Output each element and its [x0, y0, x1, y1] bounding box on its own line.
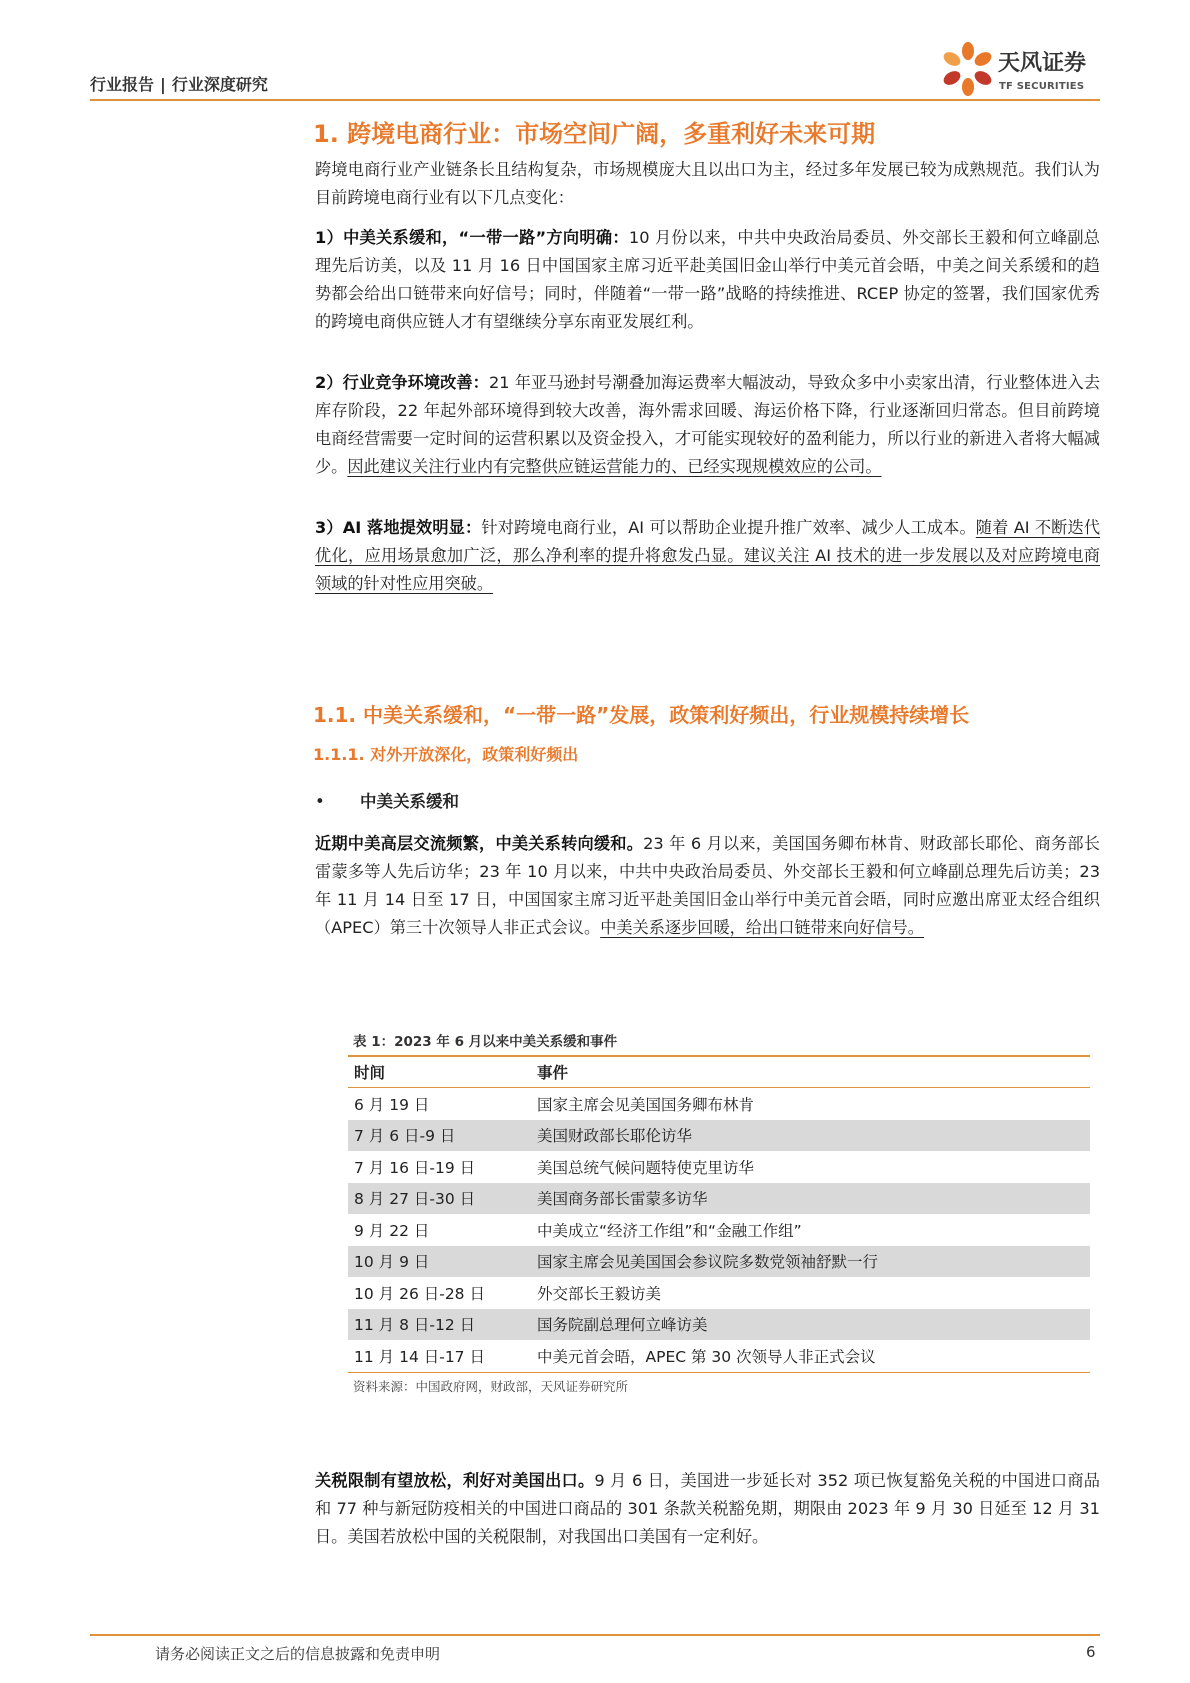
- point-3-text: 针对跨境电商行业，AI 可以帮助企业提升推广效率、减少人工成本。: [481, 518, 976, 537]
- logo-subtitle: TF SECURITIES: [999, 81, 1085, 92]
- report-subcategory: 行业深度研究: [171, 75, 268, 94]
- flower-logo-icon: [938, 40, 996, 98]
- tariff-paragraph: [315, 1467, 1100, 1551]
- table-caption: 表 1：2023 年 6 月以来中美关系缓和事件: [353, 1034, 618, 1050]
- table-row: [348, 1340, 1090, 1372]
- cell-event: 美国财政部长耶伦访华: [531, 1120, 1090, 1152]
- bullet-item: [315, 788, 459, 812]
- table-source: 资料来源：中国政府网，财政部，天风证券研究所: [353, 1379, 629, 1394]
- cell-event: 外交部长王毅访美: [537, 1284, 662, 1303]
- events-table: [348, 1055, 1090, 1373]
- table-row: [348, 1277, 1090, 1309]
- header-separator: |: [160, 75, 166, 94]
- bullet-label: 中美关系缓和: [360, 792, 459, 811]
- point-1: [315, 224, 1100, 336]
- point-2-text: 21 年亚马逊封号潮叠加海运费率大幅波动，导致众多中小卖家出清，行业整体进入去库存阶段，22 年起外部环境得到较大改善，海外需求回暖、海运价格下降，行业逐渐回归常态。但目前跨境电商经营需要一定时间的运营积累以及资金投入，才可能实现较好的盈利能力，所以行业的新进入者将大幅减少。: [315, 373, 1101, 476]
- cell-date: 9 月 22 日: [354, 1221, 430, 1240]
- cell-date: 11 月 8 日-12 日: [348, 1309, 531, 1341]
- report-category: 行业报告: [90, 75, 155, 94]
- table-row: [348, 1246, 1090, 1278]
- relations-highlight: 中美关系逐步回暖，给出口链带来向好信号。: [600, 918, 924, 937]
- point-2-heading: 2）行业竞争环境改善：: [315, 373, 489, 392]
- point-3-highlight: 随着 AI 不断迭代优化，应用场景愈加广泛，那么净利率的提升将愈发凸显。建议关注 AI 技术的进一步发展以及对应跨境电商领域的针对性应用突破。: [315, 518, 1101, 593]
- page-number: 6: [1086, 1643, 1096, 1661]
- point-1-text: 10 月份以来，中共中央政治局委员、外交部长王毅和何立峰副总理先后访美，以及 11 月 16 日中国国家主席习近平赴美国旧金山举行中美元首会晤，中美之间关系缓和的趋势都会给出口链带来向好信号；同时，伴随着“一带一路”战略的持续推进、RCEP 协定的签署，我们国家优秀的跨境电商供应链人才有望继续分享东南亚发展红利。: [315, 228, 1100, 331]
- cell-date: 10 月 9 日: [348, 1246, 531, 1278]
- footer-disclaimer: 请务必阅读正文之后的信息披露和免责申明: [155, 1645, 441, 1663]
- point-3: [315, 514, 1100, 598]
- table-row: [348, 1088, 1090, 1120]
- table-row: [348, 1151, 1090, 1183]
- report-type: [90, 72, 268, 95]
- relations-text: 23 年 6 月以来，美国国务卿布林肯、财政部长耶伦、商务部长雷蒙多等人先后访华；23 年 10 月以来，中共中央政治局委员、外交部长王毅和何立峰副总理先后访美；23 年 11 月 14 日至 17 日，中国国家主席习近平赴美国旧金山举行中美元首会晤，同时应邀出席亚太经合组织（APEC）第三十次领导人非正式会议。: [315, 834, 1100, 937]
- tariff-heading: 关税限制有望放松，利好对美国出口。: [315, 1471, 595, 1490]
- cell-event: 中美元首会晤，APEC 第 30 次领导人非正式会议: [537, 1347, 876, 1366]
- cell-date: 6 月 19 日: [354, 1095, 430, 1114]
- cell-date: 11 月 14 日-17 日: [354, 1347, 485, 1366]
- cell-event: 美国总统气候问题特使克里访华: [537, 1158, 755, 1177]
- cell-date: 7 月 16 日-19 日: [354, 1158, 476, 1177]
- table-header-row: [348, 1056, 1090, 1088]
- table-row: [348, 1309, 1090, 1341]
- point-1-heading: 1）中美关系缓和，“一带一路”方向明确：: [315, 228, 629, 247]
- footer-divider: [90, 1634, 1100, 1636]
- table-row: [348, 1120, 1090, 1152]
- column-header-event: 事件: [537, 1064, 569, 1082]
- section-1-1-title: 1.1. 中美关系缓和，“一带一路”发展，政策利好频出，行业规模持续增长: [313, 703, 970, 727]
- relations-heading: 近期中美高层交流频繁，中美关系转向缓和。: [315, 834, 644, 853]
- section-1-title: 1. 跨境电商行业：市场空间广阔，多重利好未来可期: [313, 120, 876, 148]
- cell-date: 10 月 26 日-28 日: [354, 1284, 485, 1303]
- logo-name: 天风证券: [998, 51, 1087, 76]
- header-divider: [90, 99, 1100, 101]
- relations-paragraph: [315, 830, 1100, 942]
- table-row: [348, 1183, 1090, 1215]
- point-2: [315, 369, 1100, 481]
- cell-date: 7 月 6 日-9 日: [348, 1120, 531, 1152]
- bullet-icon: •: [315, 792, 325, 811]
- point-3-heading: 3）AI 落地提效明显：: [315, 518, 482, 537]
- cell-date: 8 月 27 日-30 日: [348, 1183, 531, 1215]
- section-1-1-1-title: 1.1.1. 对外开放深化，政策利好频出: [313, 745, 579, 764]
- table-row: [348, 1214, 1090, 1246]
- point-2-highlight: 因此建议关注行业内有完整供应链运营能力的、已经实现规模效应的公司。: [347, 457, 882, 476]
- tariff-text: 9 月 6 日，美国进一步延长对 352 项已恢复豁免关税的中国进口商品和 77 种与新冠防疫相关的中国进口商品的 301 条款关税豁免期，期限由 2023 年 9 月 30 日延至 12 月 31 日。美国若放松中国的关税限制，对我国出口美国有一定利好。: [315, 1471, 1100, 1546]
- cell-event: 国家主席会见美国国务卿布林肯: [537, 1095, 755, 1114]
- cell-event: 中美成立“经济工作组”和“金融工作组”: [537, 1221, 802, 1240]
- column-header-time: 时间: [354, 1064, 386, 1082]
- cell-event: 国务院副总理何立峰访美: [531, 1309, 1090, 1341]
- section-1-intro: 跨境电商行业产业链条长且结构复杂，市场规模庞大且以出口为主，经过多年发展已较为成熟规范。我们认为目前跨境电商行业有以下几点变化：: [315, 160, 1100, 207]
- company-logo: [938, 40, 1108, 98]
- cell-event: 美国商务部长雷蒙多访华: [531, 1183, 1090, 1215]
- cell-event: 国家主席会见美国国会参议院多数党领袖舒默一行: [531, 1246, 1090, 1278]
